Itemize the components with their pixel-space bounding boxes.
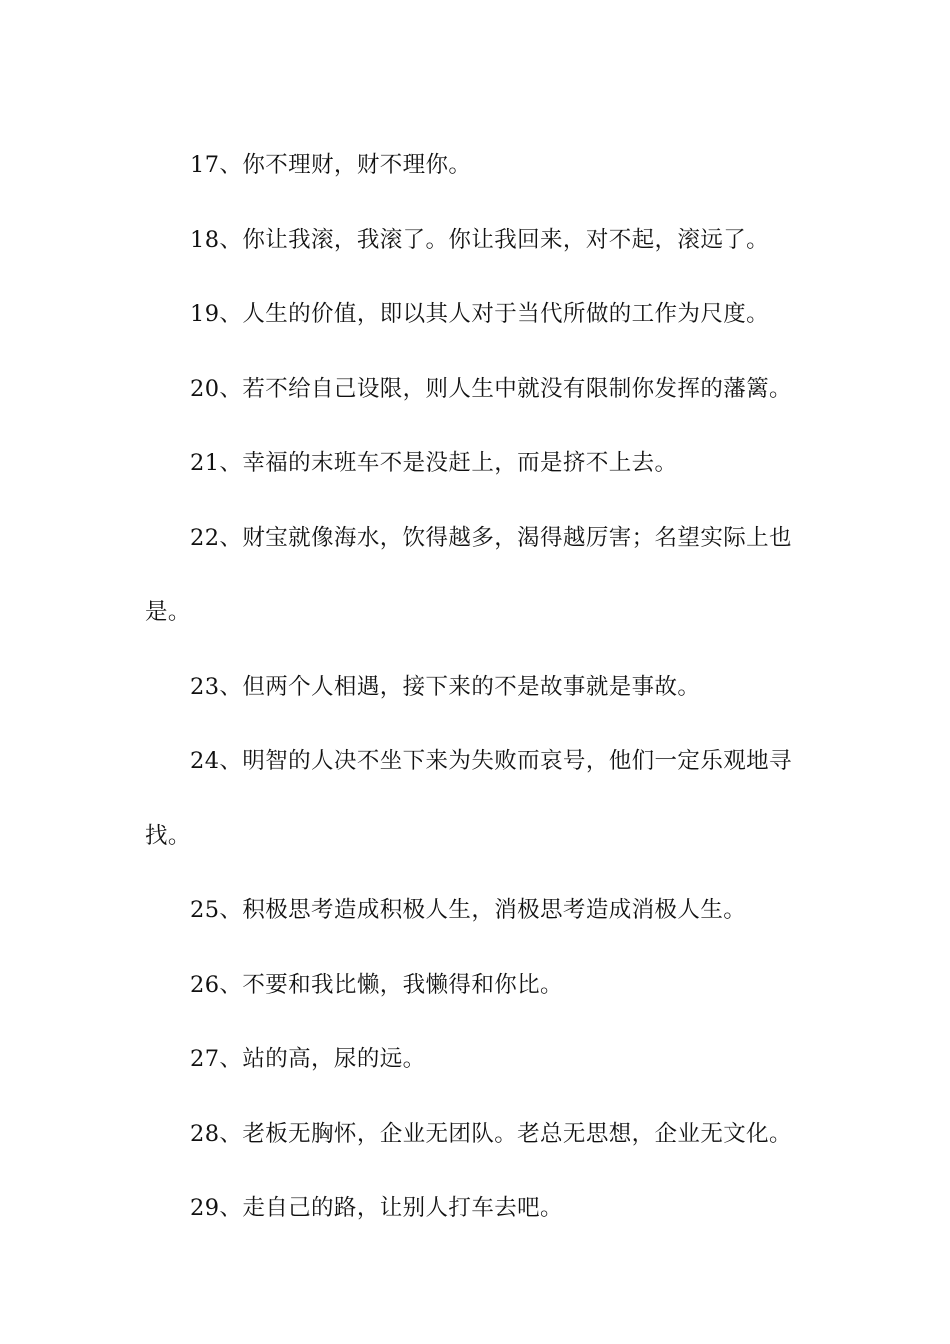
paragraph-18: 18、你让我滚，我滚了。你让我回来，对不起，滚远了。 xyxy=(190,226,770,253)
paragraph-25: 25、积极思考造成积极人生，消极思考造成消极人生。 xyxy=(190,897,747,923)
paragraph-24: 24、明智的人决不坐下来为失败而哀号，他们一定乐观地寻找。 xyxy=(145,748,792,849)
paragraph-21: 21、幸福的末班车不是没赶上，而是挤不上去。 xyxy=(190,450,678,476)
paragraph-28: 28、老板无胸怀，企业无团队。老总无思想，企业无文化。 xyxy=(190,1120,792,1147)
paragraph-27: 27、站的高，尿的远。 xyxy=(190,1046,426,1072)
document-body xyxy=(145,128,813,1246)
paragraph-23: 23、但两个人相遇，接下来的不是故事就是事故。 xyxy=(190,673,701,700)
paragraph-19: 19、人生的价值，即以其人对于当代所做的工作为尺度。 xyxy=(190,301,770,327)
paragraph-17: 17、你不理财，财不理你。 xyxy=(190,152,472,178)
paragraph-29: 29、走自己的路，让别人打车去吧。 xyxy=(190,1195,563,1221)
paragraph-22: 22、财宝就像海水，饮得越多，渴得越厉害；名望实际上也是。 xyxy=(145,524,792,625)
paragraph-20: 20、若不给自己设限，则人生中就没有限制你发挥的藩篱。 xyxy=(190,375,792,402)
paragraph-26: 26、不要和我比懒，我懒得和你比。 xyxy=(190,971,563,998)
